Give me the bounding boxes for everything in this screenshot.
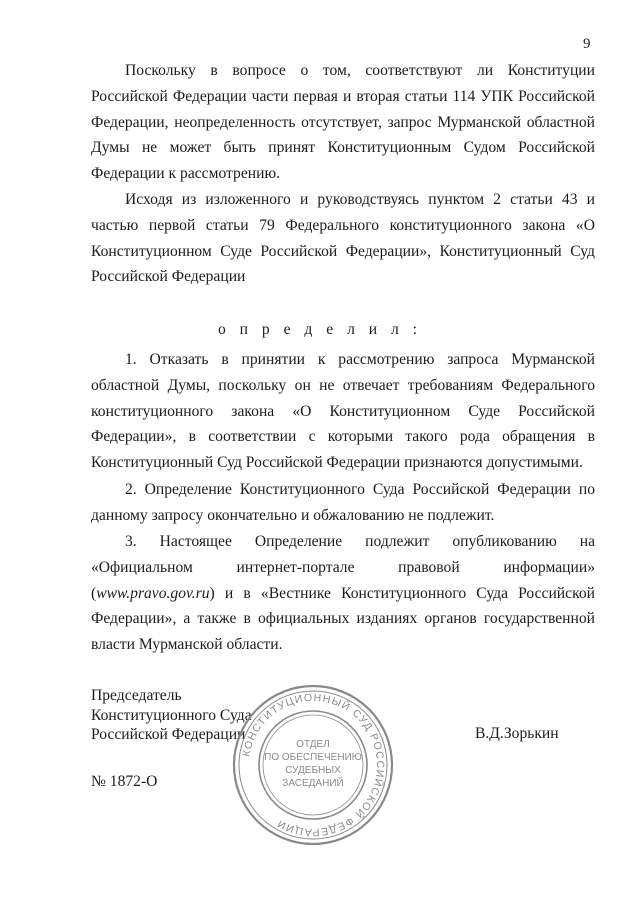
paragraph-2: Исходя из изложенного и руководствуясь пунктом 2 статьи 43 и частью первой статьи 79 Федерального конституционного закона «О Конституционном Суде Российской Федерации», Конституционный Суд Российской Федерации <box>91 191 595 286</box>
clause-3-text-start: 3. Настоящее Определение подлежит опубликованию на «Официальном интернет-портале правовой информации» ( <box>91 533 595 602</box>
clause-3 <box>91 529 595 658</box>
clause-3-text-end: ) и в «Вестнике Конституционного Суда Российской Федерации», а также в официальных изданиях органов государственной власти Мурманской области. <box>91 584 595 654</box>
clause-1: 1. Отказать в принятии к рассмотрению запроса Мурманской областной Думы, поскольку он не отвечает требованиям Федерального конституционного закона «О Конституционном Суде Российской Федерации», в соответствии с которыми такого рода обращения в Конституционный Суд Российской Федерации признаются допустимыми. <box>91 351 595 472</box>
stamp-center-line: ПО ОБЕСПЕЧЕНИЮ <box>264 752 362 763</box>
decision-number: № 1872-О <box>91 773 158 790</box>
ruling-heading: о п р е д е л и л : <box>217 321 423 338</box>
stamp-ring-text: КОНСТИТУЦИОННЫЙ СУД РОССИЙСКОЙ ФЕДЕРАЦИИ <box>240 691 387 839</box>
signer-name: В.Д.Зорькин <box>475 725 559 742</box>
signer-title-line: Российской Федерации <box>91 726 246 743</box>
stamp-center-line: СУДЕБНЫХ <box>285 765 341 776</box>
court-seal-stamp <box>228 680 398 850</box>
signer-title-line: Конституционного Суда <box>91 706 252 724</box>
page-number: 9 <box>583 36 591 52</box>
paragraph-1: Поскольку в вопросе о том, соответствуют ли Конституции Российской Федерации части первая и вторая статьи 114 УПК Российской Федерации, неопределенность отсутствует, запрос Мурманской областной Думы не может быть принят Конституционным Судом Российской Федерации к рассмотрению. <box>91 62 595 183</box>
signer-title-line: Председатель <box>91 687 182 704</box>
publication-url: www.pravo.gov.ru <box>96 584 210 602</box>
stamp-center-line: ОТДЕЛ <box>296 739 330 750</box>
stamp-center-line: ЗАСЕДАНИЙ <box>282 778 344 789</box>
clause-2: 2. Определение Конституционного Суда Российской Федерации по данному запросу окончательно и обжалованию не подлежит. <box>91 481 595 524</box>
